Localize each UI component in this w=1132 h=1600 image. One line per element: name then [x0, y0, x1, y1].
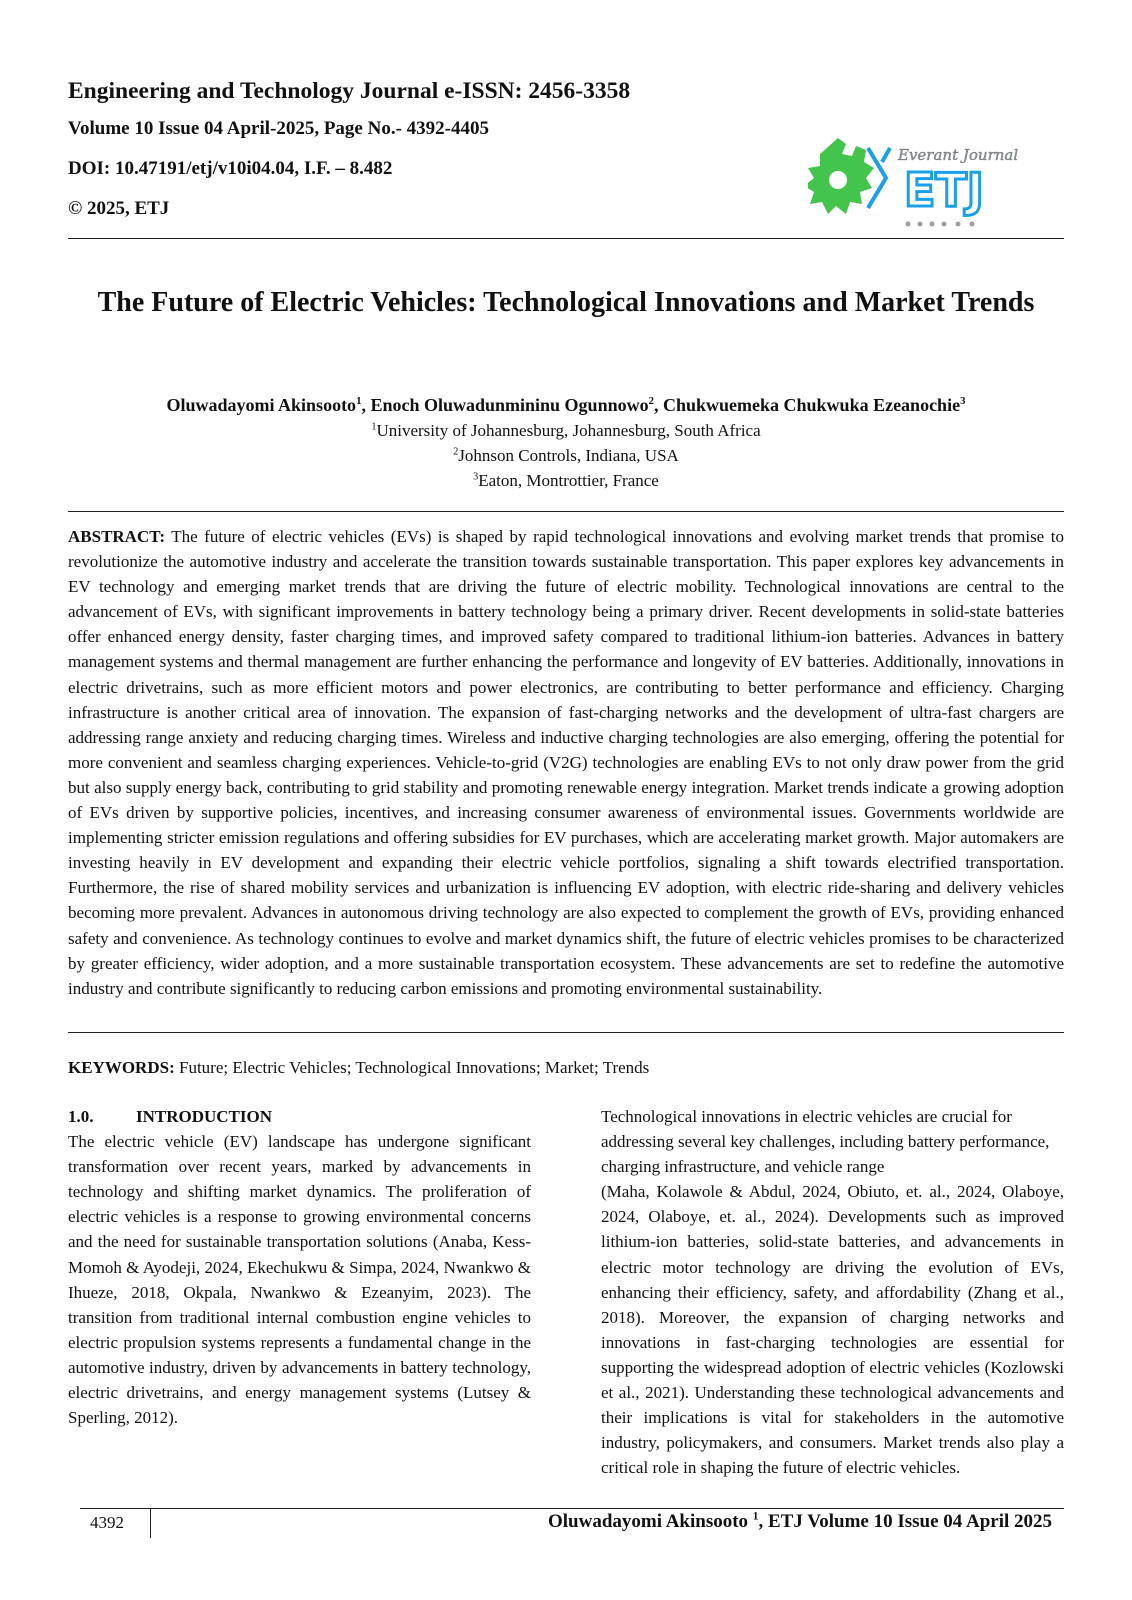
abstract-bottom-rule	[68, 1032, 1064, 1033]
footer-citation: Oluwadayomi Akinsooto $^1$, ETJ Volume 10 Issue 04 April 2025	[547, 1510, 1052, 1532]
keywords-text: Future; Electric Vehicles; Technological Innovations; Market; Trends	[178, 1058, 650, 1077]
intro-left-column	[68, 1104, 531, 1430]
doi-info: DOI: 10.47191/etj/v10i04.04, I.F. – 8.482	[68, 158, 393, 179]
copyright: © 2025, ETJ	[68, 198, 170, 219]
affiliation-1: $^1$University of Johannesburg, Johannesburg, South Africa	[371, 421, 761, 440]
section-title: INTRODUCTION	[136, 1107, 273, 1126]
abstract-top-rule	[68, 511, 1064, 512]
affiliations	[68, 418, 1064, 493]
affiliation-3: $^3$Eaton, Montrottier, France	[473, 471, 659, 490]
etj-logo	[808, 128, 1020, 232]
footer-separator	[150, 1508, 151, 1538]
logo-acronym: ETJ	[904, 163, 984, 217]
abstract-text: The future of electric vehicles (EVs) is shaped by rapid technological innovations and evolving market trends that promise to revolutionize the automotive industry and accelerate the transition towards sustainable transportation. This paper explores key advancements in EV technology and emerging market trends that are driving the future of electric mobility. Technological innovations are central to the advancement of EVs, with significant improvements in battery technology being a primary driver. Recent developments in solid-state batteries offer enhanced energy density, faster charging times, and improved safety compared to traditional lithium-ion batteries. Advances in battery management systems and thermal management are further enhancing the performance and longevity of EV batteries. Additionally, innovations in electric drivetrains, such as more efficient motors and power electronics, are contributing to better performance and efficiency. Charging infrastructure is another critical area of innovation. The expansion of fast-charging networks and the development of ultra-fast chargers are addressing range anxiety and reducing charging times. Wireless and inductive charging technologies are also emerging, offering the potential for more convenient and seamless charging experiences. Vehicle-to-grid (V2G) technologies are enabling EVs to not only draw power from the grid but also supply energy back, contributing to grid stability and promoting renewable energy integration. Market trends indicate a growing adoption of EVs driven by supportive policies, incentives, and increasing consumer awareness of environmental issues. Governments worldwide are implementing stricter emission regulations and offering subsidies for EV purchases, which are accelerating market growth. Major automakers are investing heavily in EV development and expanding their electric vehicle portfolios, signaling a shift towards electrified transportation. Furthermore, the rise of shared mobility services and urbanization is influencing EV adoption, with electric ride-sharing and delivery vehicles becoming more prevalent. Advances in autonomous driving technology are also expected to complement the growth of EVs, providing enhanced safety and convenience. As technology continues to evolve and market dynamics shift, the future of electric vehicles promises to be characterized by greater efficiency, wider adoption, and a more sustainable transportation ecosystem. These advancements are set to redefine the automotive industry and contribute significantly to reducing carbon emissions and promoting environmental sustainability.	[68, 527, 1064, 998]
journal-header	[68, 78, 788, 236]
abstract	[68, 524, 1064, 1001]
author-2: Enoch Oluwadunmininu Ogunnowo$^2$,	[370, 395, 663, 415]
keywords	[68, 1056, 1064, 1080]
intro-right-column	[601, 1104, 1064, 1480]
paper-title: The Future of Electric Vehicles: Technological Innovations and Market Trends	[97, 287, 1035, 318]
abstract-label: ABSTRACT:	[68, 527, 165, 546]
author-3: Chukwuemeka Chukwuka Ezeanochie$^3$	[663, 395, 966, 415]
intro-paragraph-3: (Maha, Kolawole & Abdul, 2024, Obiuto, et. al., 2024, Olaboye, 2024, Olaboye, et. al., 2024). Developments such as improved lithium-ion batteries, solid-state batteries, and advancements in electric motor technology are driving the evolution of EVs, enhancing their efficiency, safety, and affordability (Zhang et al., 2018). Moreover, the expansion of charging networks and innovations in fast-charging technologies are essential for supporting the widespread adoption of electric vehicles (Kozlowski et al., 2021). Understanding these technological advancements and their implications is vital for stakeholders in the automotive industry, policymakers, and consumers. Market trends also play a critical role in shaping the future of electric vehicles.	[601, 1182, 1064, 1478]
page-number: 4392	[90, 1513, 124, 1532]
keywords-label: KEYWORDS:	[68, 1058, 175, 1077]
section-number: 1.0.	[68, 1107, 94, 1126]
footer-rule	[80, 1508, 1064, 1509]
logo-publisher: Everant Journal	[898, 146, 1019, 164]
volume-info: Volume 10 Issue 04 April-2025, Page No.- 4392-4405	[68, 118, 489, 139]
author-list	[68, 392, 1064, 418]
section-heading	[68, 1104, 531, 1129]
intro-paragraph-2: Technological innovations in electric vehicles are crucial for addressing several key challenges, including battery performance, charging infrastructure, and vehicle range	[601, 1107, 1050, 1177]
header-rule	[68, 238, 1064, 239]
journal-name: Engineering and Technology Journal e-ISSN: 2456-3358	[68, 78, 631, 104]
author-1: Oluwadayomi Akinsooto$^1$,	[166, 395, 371, 415]
affiliation-2: $^2$Johnson Controls, Indiana, USA	[453, 446, 679, 465]
intro-paragraph-1: The electric vehicle (EV) landscape has undergone significant transformation over recent years, marked by advancements in technology and shifting market dynamics. The proliferation of electric vehicles is a response to growing environmental concerns and the need for sustainable transportation solutions (Anaba, Kess-Momoh & Ayodeji, 2024, Ekechukwu & Simpa, 2024, Nwankwo & Ihueze, 2018, Okpala, Nwankwo & Ezeanyim, 2023). The transition from traditional internal combustion engine vehicles to electric propulsion systems represents a fundamental change in the automotive industry, driven by advancements in battery technology, electric drivetrains, and energy management systems (Lutsey & Sperling, 2012).	[68, 1132, 531, 1428]
